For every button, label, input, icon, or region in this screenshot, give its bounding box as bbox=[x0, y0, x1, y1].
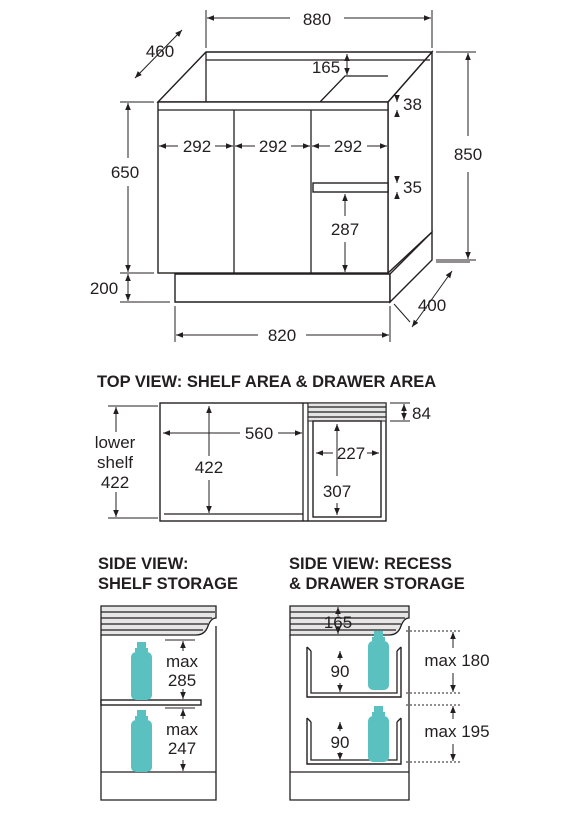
drawer-box bbox=[313, 421, 381, 517]
bottle-icon bbox=[131, 710, 152, 772]
bottle-icon bbox=[368, 706, 389, 762]
drawer-1-height: 90 bbox=[330, 662, 350, 681]
dim-door-width-1: 292 bbox=[182, 137, 212, 156]
front-view bbox=[90, 10, 482, 345]
side-recess-title-1: SIDE VIEW: RECESS bbox=[289, 555, 452, 573]
lower-shelf-value: 422 bbox=[100, 473, 130, 492]
bottle-icon bbox=[131, 642, 152, 700]
side-shelf-board bbox=[101, 700, 201, 705]
dim-drawer-gap: 35 bbox=[403, 178, 422, 197]
dim-recess: 165 bbox=[311, 58, 341, 77]
max-label-1: max bbox=[165, 652, 199, 671]
dim-shelf-depth: 422 bbox=[194, 458, 224, 477]
side-shelf-title-1: SIDE VIEW: bbox=[98, 555, 189, 573]
max-label-2: max bbox=[165, 720, 199, 739]
dim-door-width-3: 292 bbox=[333, 137, 363, 156]
dim-carcass-height: 650 bbox=[110, 163, 140, 182]
max-value-1: 285 bbox=[167, 671, 197, 690]
dim-depth-top: 460 bbox=[145, 42, 175, 61]
side-view-recess bbox=[289, 555, 490, 800]
dim-width-total: 880 bbox=[302, 10, 332, 29]
dim-drawer-height: 287 bbox=[330, 220, 360, 239]
dim-plinth-depth: 400 bbox=[417, 296, 447, 315]
bottle-icon bbox=[368, 631, 389, 690]
dim-shelf-width: 560 bbox=[244, 424, 274, 443]
max-195: max 195 bbox=[424, 722, 490, 741]
side-shelf-countertop bbox=[101, 606, 216, 635]
plinth bbox=[175, 274, 390, 302]
dim-door-width-2: 292 bbox=[258, 137, 288, 156]
side-recess-title-2: & DRAWER STORAGE bbox=[289, 575, 465, 593]
side-shelf-title-2: SHELF STORAGE bbox=[98, 575, 238, 593]
lower-shelf-label-1: lower bbox=[94, 433, 136, 452]
dim-drawer-top: 84 bbox=[412, 404, 431, 423]
dim-height-total: 850 bbox=[453, 145, 483, 164]
dim-plinth-width: 820 bbox=[267, 326, 297, 345]
max-value-2: 247 bbox=[167, 739, 197, 758]
drawer-2-height: 90 bbox=[330, 733, 350, 752]
drawer-front bbox=[313, 183, 388, 192]
lower-shelf-label-2: shelf bbox=[97, 453, 133, 472]
dim-drawer-width: 227 bbox=[336, 444, 366, 463]
side-recess-165: 165 bbox=[323, 613, 353, 632]
dim-drawer-depth: 307 bbox=[322, 482, 352, 501]
max-180: max 180 bbox=[424, 651, 490, 670]
dim-top-rail: 38 bbox=[403, 95, 422, 114]
top-view-title: TOP VIEW: SHELF AREA & DRAWER AREA bbox=[97, 373, 437, 391]
top-view bbox=[95, 373, 437, 521]
side-view-shelf bbox=[98, 555, 238, 800]
dim-plinth-height: 200 bbox=[89, 279, 119, 298]
